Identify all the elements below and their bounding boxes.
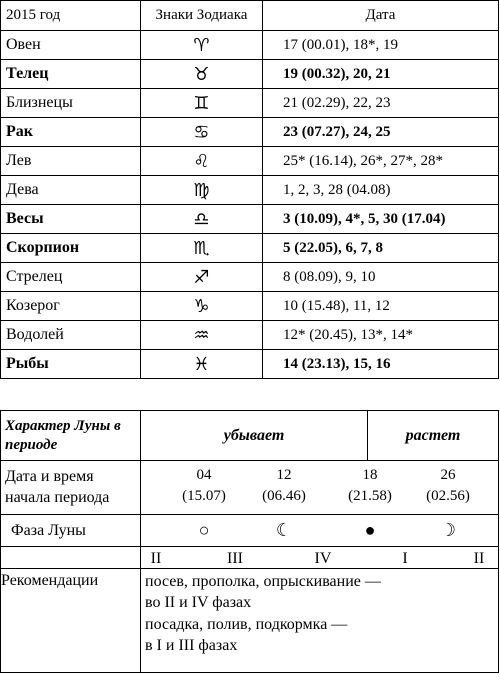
period-day: 26 xyxy=(440,467,456,483)
first-quarter-moon-icon: ☽ xyxy=(439,520,457,540)
capricorn-icon: ♑︎ xyxy=(141,292,263,321)
full-moon-icon: ○ xyxy=(198,520,210,540)
leo-icon: ♌︎ xyxy=(141,147,263,176)
moon-character-row xyxy=(1,411,499,461)
zodiac-header-row xyxy=(1,1,499,31)
period-time: (15.07) xyxy=(182,488,226,504)
moon-phase-table xyxy=(0,410,499,673)
zodiac-row xyxy=(1,31,499,60)
quarter-number: II xyxy=(150,550,162,567)
zodiac-row xyxy=(1,205,499,234)
quarter-numbers xyxy=(141,547,499,569)
zodiac-row xyxy=(1,176,499,205)
quarter-number: II xyxy=(473,550,485,567)
zodiac-row xyxy=(1,234,499,263)
sign-name: Дева xyxy=(1,176,141,205)
zodiac-row xyxy=(1,60,499,89)
cancer-icon: ♋︎ xyxy=(141,118,263,147)
sign-dates: 21 (02.29), 22, 23 xyxy=(263,89,499,118)
sign-dates: 1, 2, 3, 28 (04.08) xyxy=(263,176,499,205)
sign-dates: 10 (15.48), 11, 12 xyxy=(263,292,499,321)
quarter-number: IV xyxy=(314,550,332,567)
quarter-row-label xyxy=(1,547,141,569)
zodiac-row xyxy=(1,350,499,379)
phase-label: Фаза Луны xyxy=(1,515,141,547)
recommendation-line: в I и III фазах xyxy=(145,636,238,654)
last-quarter-moon-icon: ☾ xyxy=(275,520,293,540)
period-start xyxy=(418,465,478,507)
datetime-label: Дата и время начала периода xyxy=(1,461,141,515)
header-year: 2015 год xyxy=(1,1,141,31)
sign-dates: 5 (22.05), 6, 7, 8 xyxy=(263,234,499,263)
sign-dates: 25* (16.14), 26*, 27*, 28* xyxy=(263,147,499,176)
sign-dates: 12* (20.45), 13*, 14* xyxy=(263,321,499,350)
new-moon-icon: ● xyxy=(364,520,376,540)
sign-name: Козерог xyxy=(1,292,141,321)
period-datetime-row xyxy=(1,461,499,515)
sign-dates: 3 (10.09), 4*, 5, 30 (17.04) xyxy=(263,205,499,234)
waxing-label: растет xyxy=(368,411,499,461)
moon-character-label: Характер Луны в периоде xyxy=(1,411,141,461)
sign-name: Овен xyxy=(1,31,141,60)
recommendations-text xyxy=(141,569,499,673)
libra-icon: ♎︎ xyxy=(141,205,263,234)
period-day: 12 xyxy=(276,467,292,483)
zodiac-row xyxy=(1,321,499,350)
recommendation-line: посадка, полив, подкормка — xyxy=(145,615,348,633)
header-date: Дата xyxy=(263,1,499,31)
zodiac-row xyxy=(1,89,499,118)
recommendations-label: Рекомендации xyxy=(1,569,141,673)
phase-icons xyxy=(141,515,499,547)
aquarius-icon: ♒︎ xyxy=(141,321,263,350)
taurus-icon: ♉︎ xyxy=(141,60,263,89)
sign-dates: 8 (08.09), 9, 10 xyxy=(263,263,499,292)
aries-icon: ♈︎ xyxy=(141,31,263,60)
sign-name: Рак xyxy=(1,118,141,147)
zodiac-row xyxy=(1,263,499,292)
period-time: (06.46) xyxy=(262,488,306,504)
quarter-number: I xyxy=(402,550,408,567)
sign-dates: 14 (23.13), 15, 16 xyxy=(263,350,499,379)
period-datetimes xyxy=(141,461,499,515)
period-time: (02.56) xyxy=(426,488,470,504)
period-start xyxy=(174,465,234,507)
sign-name: Близнецы xyxy=(1,89,141,118)
zodiac-row xyxy=(1,292,499,321)
sign-name: Весы xyxy=(1,205,141,234)
sign-name: Лев xyxy=(1,147,141,176)
period-start xyxy=(340,465,400,507)
sign-name: Водолей xyxy=(1,321,141,350)
sign-name: Стрелец xyxy=(1,263,141,292)
sign-name: Скорпион xyxy=(1,234,141,263)
scorpio-icon: ♏︎ xyxy=(141,234,263,263)
recommendations-row xyxy=(1,569,499,673)
zodiac-row xyxy=(1,147,499,176)
quarter-number: III xyxy=(227,550,243,567)
gemini-icon: ♊︎ xyxy=(141,89,263,118)
quarter-row xyxy=(1,547,499,569)
sign-dates: 19 (00.32), 20, 21 xyxy=(263,60,499,89)
sign-dates: 23 (07.27), 24, 25 xyxy=(263,118,499,147)
sign-dates: 17 (00.01), 18*, 19 xyxy=(263,31,499,60)
recommendation-line: во II и IV фазах xyxy=(145,594,252,612)
header-signs: Знаки Зодиака xyxy=(141,1,263,31)
pisces-icon: ♓︎ xyxy=(141,350,263,379)
recommendation-line: посев, прополка, опрыскивание — xyxy=(145,573,381,590)
waning-label: убывает xyxy=(141,411,368,461)
period-day: 04 xyxy=(196,467,212,483)
moon-phase-row xyxy=(1,515,499,547)
sign-name: Рыбы xyxy=(1,350,141,379)
virgo-icon: ♍︎ xyxy=(141,176,263,205)
period-time: (21.58) xyxy=(348,488,392,504)
sagittarius-icon: ♐︎ xyxy=(141,263,263,292)
sign-name: Телец xyxy=(1,60,141,89)
period-day: 18 xyxy=(362,467,378,483)
period-start xyxy=(254,465,314,507)
zodiac-row xyxy=(1,118,499,147)
